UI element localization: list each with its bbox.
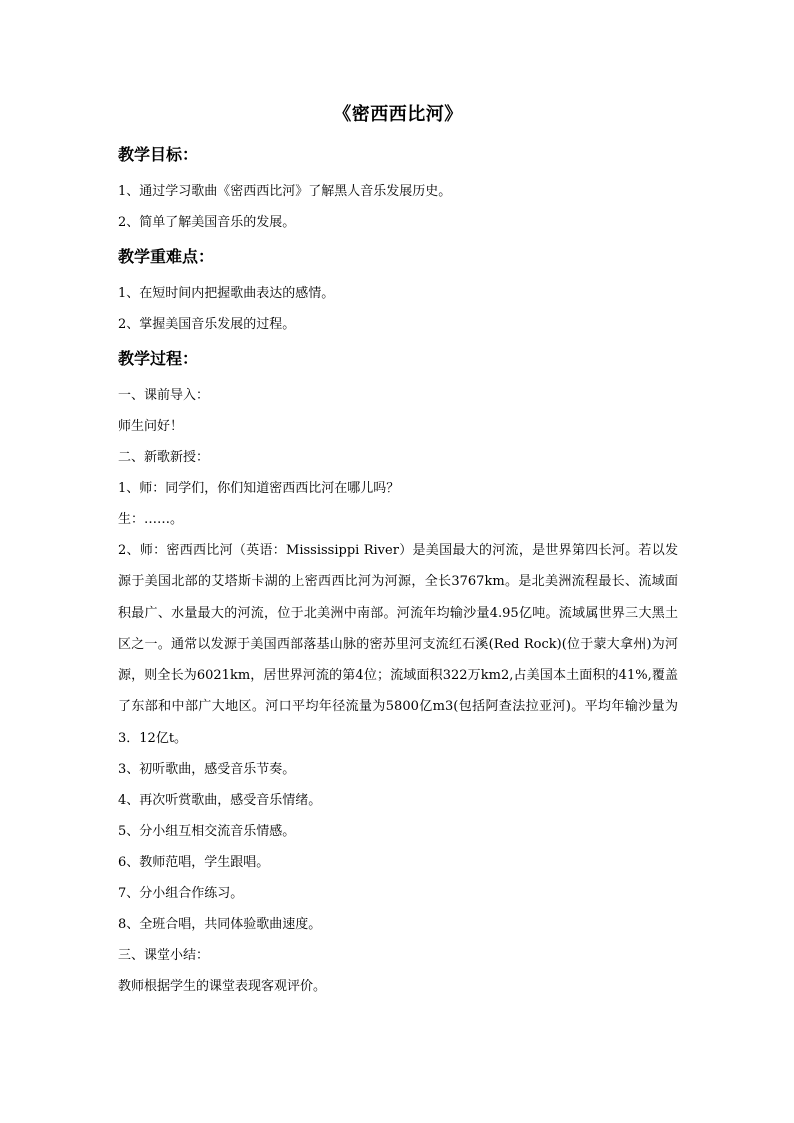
process-step: 3、初听歌曲，感受音乐节奏。 [118, 762, 296, 778]
part3-line: 教师根据学生的课堂表现客观评价。 [118, 979, 327, 995]
document-title: 《密西西比河》 [333, 104, 463, 125]
key-point-item: 1、在短时间内把握歌曲表达的感情。 [118, 286, 335, 301]
process-step: 6、教师范唱，学生跟唱。 [118, 855, 270, 871]
process-step: 7、分小组合作练习。 [118, 886, 244, 902]
process-step: 1、师：同学们，你们知道密西西比河在哪儿吗？ [118, 481, 400, 496]
river-description-paragraph: 2、师：密西西比河（英语：Mississippi River）是美国最大的河流，是世界第四长河。若以发源于美国北部的艾塔斯卡湖的上密西西比河为河源，全长3767km。是北美洲流程最长、流域面积最广、水量最大的河流，位于北美洲中南部。河流年均输沙量4.95亿吨。流域属世界三大黑土区之一。通常以发源于美国西部落基山脉的密苏里河支流红石溪(Red Rock)(位于蒙大拿州)为河源，则全长为6021km，居世界河流的第4位；流域面积322万km2,占美国本土面积的41%,覆盖了东部和中部广大地区。河口平均年径流量为5800亿m3(包括阿查法拉亚河)。平均年输沙量为3．12亿t。 [118, 543, 678, 746]
process-step: 4、再次听赏歌曲，感受音乐情绪。 [118, 793, 322, 809]
process-step: 5、分小组互相交流音乐情感。 [118, 824, 296, 840]
process-heading: 教学过程： [118, 349, 199, 368]
part2-title: 二、新歌新授： [118, 450, 210, 465]
document-page [118, 100, 678, 1002]
objective-item: 2、简单了解美国音乐的发展。 [118, 215, 296, 230]
student-reply: 生：……。 [118, 512, 184, 527]
objective-item: 1、通过学习歌曲《密西西比河》了解黑人音乐发展历史。 [118, 184, 452, 199]
part3-title: 三、课堂小结： [118, 948, 210, 964]
process-step: 8、全班合唱，共同体验歌曲速度。 [118, 917, 322, 933]
part1-title: 一、课前导入： [118, 388, 210, 403]
key-points-heading: 教学重难点： [118, 247, 215, 266]
part1-line: 师生问好！ [118, 419, 184, 434]
objectives-heading: 教学目标： [118, 145, 199, 164]
key-point-item: 2、掌握美国音乐发展的过程。 [118, 317, 296, 332]
